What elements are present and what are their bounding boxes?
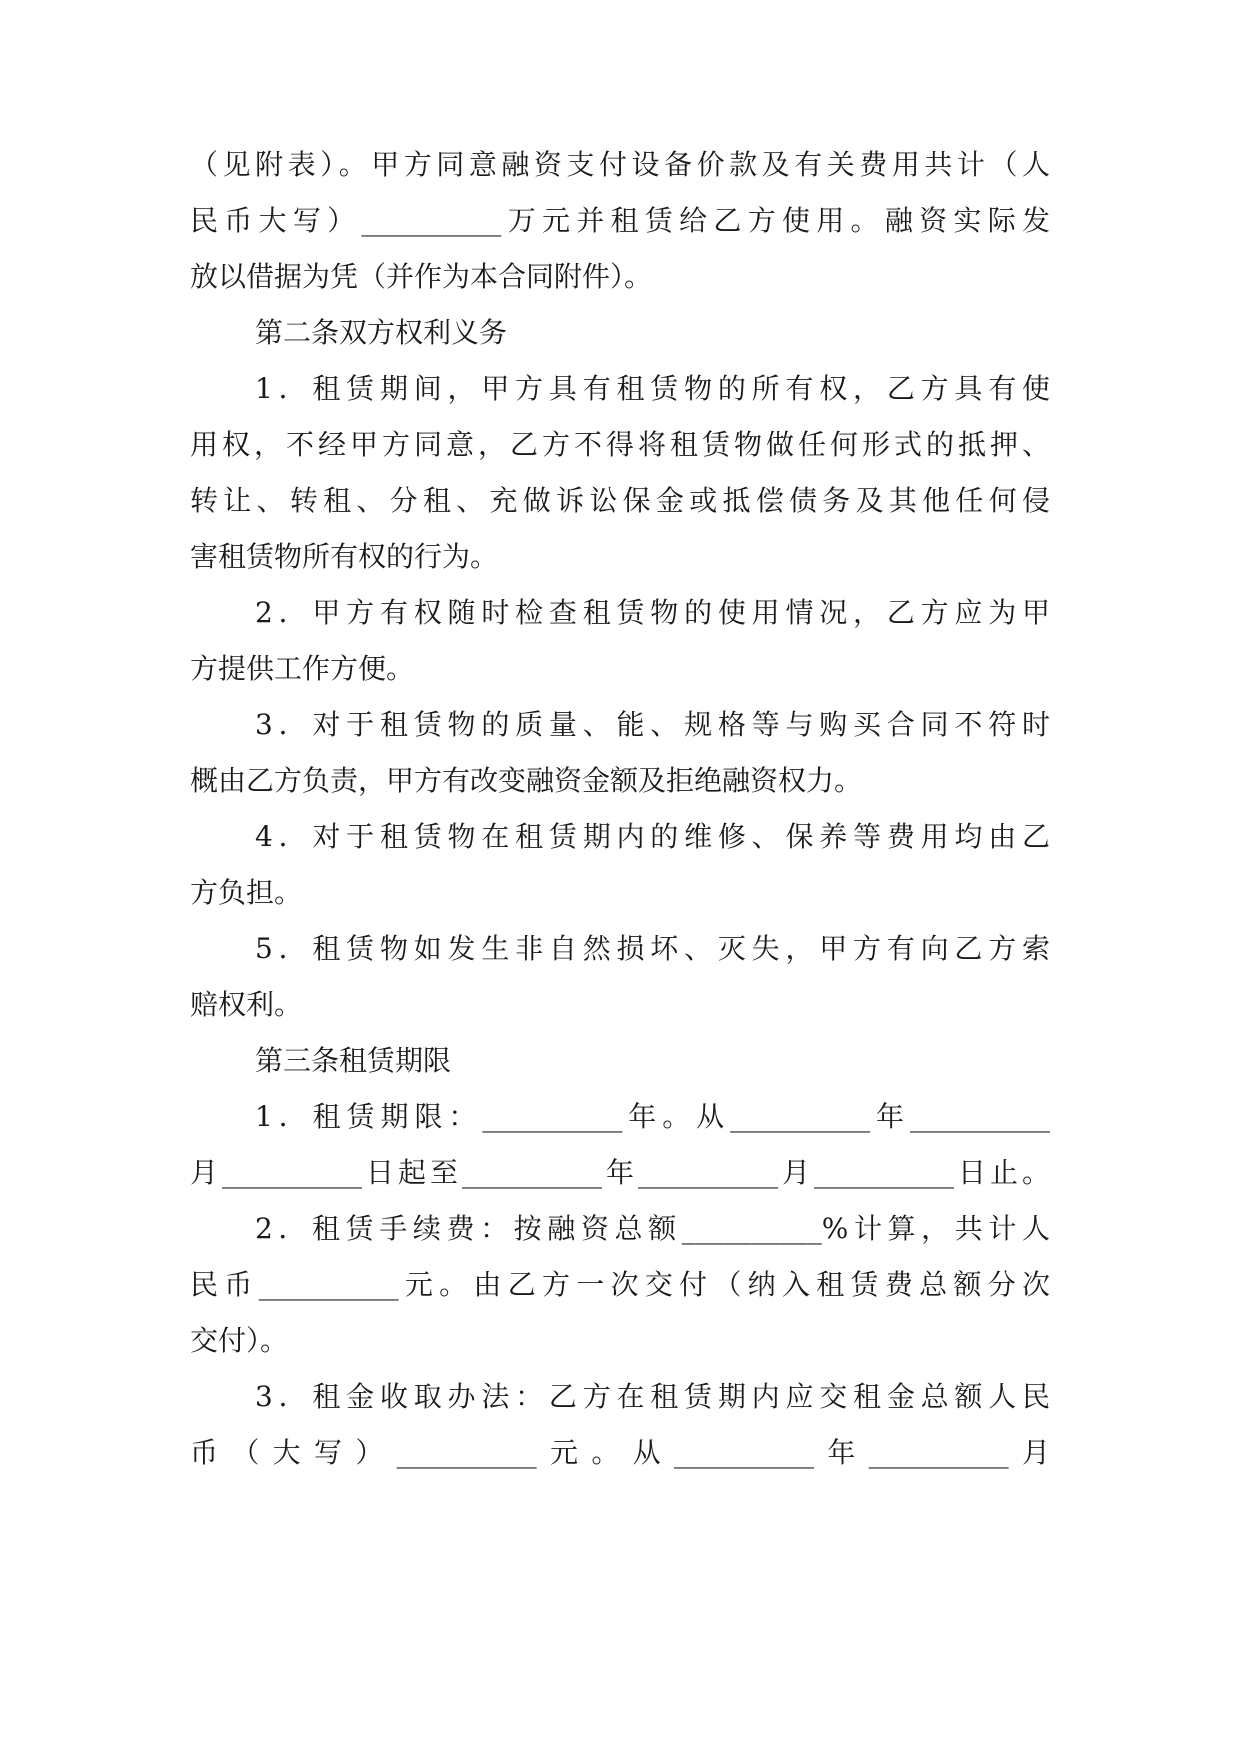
text-line: 月__________日起至__________年__________月__________日止。 (190, 1156, 1050, 1189)
text-line: 2．租赁手续费：按融资总额__________%计算，共计人 (255, 1212, 1050, 1245)
text-line: 民币__________元。由乙方一次交付（纳入租赁费总额分次 (190, 1268, 1050, 1301)
text-line: 民币大写）__________万元并租赁给乙方使用。融资实际发 (190, 204, 1050, 237)
text-line: 概由乙方负责，甲方有改变融资金额及拒绝融资权力。 (190, 764, 863, 797)
text-line: 2．甲方有权随时检查租赁物的使用情况，乙方应为甲 (255, 596, 1050, 629)
text-line: 1．租赁期间，甲方具有租赁物的所有权，乙方具有使 (255, 372, 1050, 405)
text-line: 方负担。 (190, 876, 303, 909)
text-line: （见附表）。甲方同意融资支付设备价款及有关费用共计（人 (190, 148, 1050, 181)
section-heading: 第二条双方权利义务 (255, 316, 508, 349)
text-line: 转让、转租、分租、充做诉讼保金或抵偿债务及其他任何侵 (190, 484, 1050, 517)
text-line: 1．租赁期限：__________年。从__________年__________ (255, 1100, 1050, 1133)
text-line: 5．租赁物如发生非自然损坏、灭失，甲方有向乙方索 (255, 932, 1050, 965)
text-line: 方提供工作方便。 (190, 652, 415, 685)
text-line: 4．对于租赁物在租赁期内的维修、保养等费用均由乙 (255, 820, 1050, 853)
text-line: 用权，不经甲方同意，乙方不得将租赁物做任何形式的抵押、 (190, 428, 1050, 461)
text-line: 3．租金收取办法：乙方在租赁期内应交租金总额人民 (255, 1380, 1050, 1413)
text-line: 赔权利。 (190, 988, 303, 1021)
text-line: 害租赁物所有权的行为。 (190, 540, 499, 573)
text-line: 交付）。 (190, 1324, 289, 1357)
section-heading: 第三条租赁期限 (255, 1044, 452, 1077)
text-line: 3．对于租赁物的质量、能、规格等与购买合同不符时 (255, 708, 1050, 741)
text-line: 放以借据为凭（并作为本合同附件）。 (190, 260, 653, 293)
text-line: 币（大写）__________元。从__________年__________月 (190, 1436, 1050, 1469)
